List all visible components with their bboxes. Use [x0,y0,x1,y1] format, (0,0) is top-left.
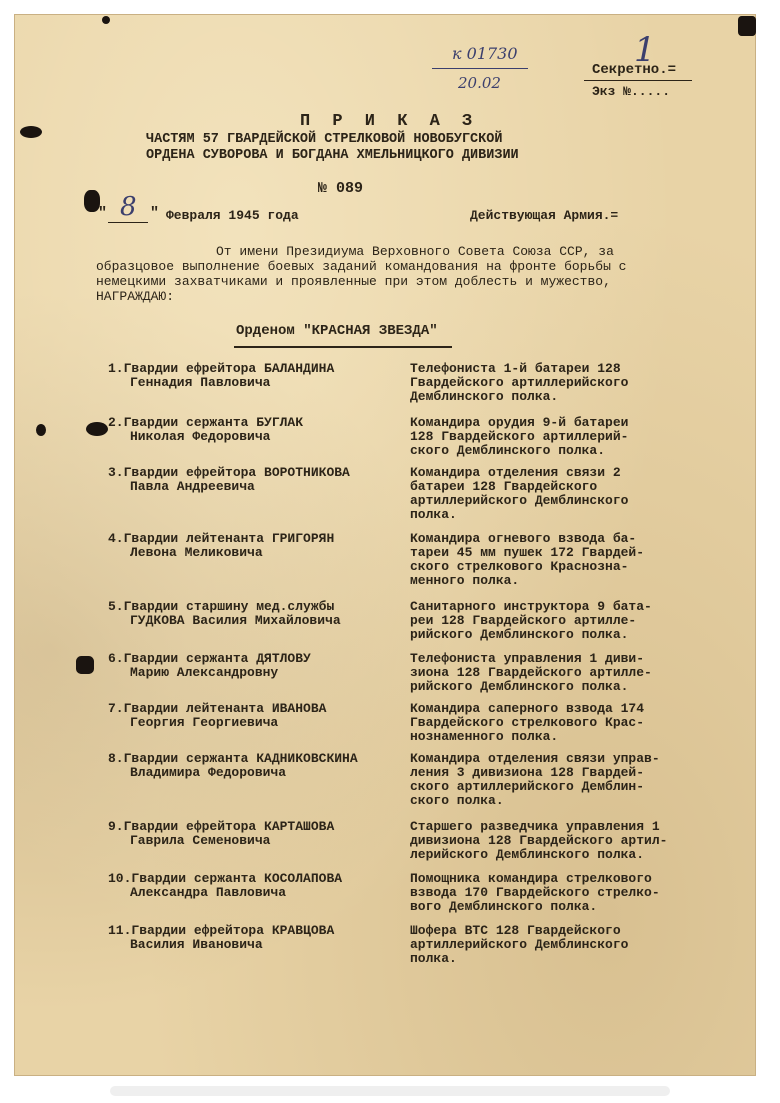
entry-number: 2. [108,415,124,430]
entry-number: 5. [108,599,124,614]
award-order-underline [234,346,452,348]
entry-rank-name: Гвардии сержанта КАДНИКОВСКИНА [123,751,358,766]
entry-position: Командира огневого взвода ба- тареи 45 мм пушек 172 Гвардей- ского стрелкового Краснозна- менного полка. [410,531,645,588]
entry-number: 10. [108,871,132,886]
entry-given-name: Геннадия Павловича [130,375,271,390]
handwritten-reference: к 01730 [452,44,518,63]
document-title: П Р И К А З [300,112,479,131]
entry-position: Санитарного инструктора 9 бата- реи 128 Гвардейского артилле- рийского Демблинского полка. [410,599,652,642]
ink-blot [20,126,42,138]
entry-number: 8. [108,751,124,766]
document-subtitle-line2: ОРДЕНА СУВОРОВА И БОГДАНА ХМЕЛЬНИЦКОГО ДИВИЗИИ [146,148,519,163]
secrecy-stamp: Секретно.= [592,62,677,78]
entry-number: 9. [108,819,124,834]
entry-rank-name: Гвардии ефрейтора КАРТАШОВА [123,819,335,834]
entry-number: 7. [108,701,124,716]
entry-rank-name: Гвардии старшину мед.службы [123,599,335,614]
entry-given-name: Василия Ивановича [130,937,263,952]
preamble [96,244,686,304]
location: Действующая Армия.= [470,208,619,223]
entry-number: 4. [108,531,124,546]
entry-rank-name: Гвардии лейтенанта ИВАНОВА [123,701,327,716]
entry-position: Командира орудия 9-й батареи 128 Гвардейского артиллерий- ского Демблинского полка. [410,415,629,458]
bottom-scroll-bar[interactable] [110,1086,670,1096]
entry-rank-name: Гвардии сержанта ДЯТЛОВУ [123,651,311,666]
ink-blot [738,16,756,36]
entry-position: Командира отделения связи 2 батареи 128 Гвардейского артиллерийского Демблинского полка. [410,465,629,522]
entry-position: Телефониста управления 1 диви- зиона 128 Гвардейского артилле- рийского Демблинского полка. [410,651,652,694]
preamble-text: От имени Президиума Верховного Совета Союза ССР, за образцовое выполнение боевых заданий командования на фронте борьбы с немецкими захватчиками и проявленные при этом доблесть и мужество, НАГРАЖДАЮ: [96,244,627,304]
document-subtitle-line1: ЧАСТЯМ 57 ГВАРДЕЙСКОЙ СТРЕЛКОВОЙ НОВОБУГСКОЙ [146,132,503,147]
entry-given-name: Георгия Георгиевича [130,715,279,730]
entry-position: Старшего разведчика управления 1 дивизиона 128 Гвардейского артил- лерийского Демблинского полка. [410,819,668,862]
entry-given-name: Левона Меликовича [130,545,263,560]
entry-position: Телефониста 1-й батареи 128 Гвардейского артиллерийского Демблинского полка. [410,361,629,404]
entry-number: 11. [108,923,132,938]
entry-rank-name: Гвардии сержанта КОСОЛАПОВА [131,871,343,886]
date-quote-open: " [98,205,108,222]
entry-rank-name: Гвардии ефрейтора ВОРОТНИКОВА [123,465,350,480]
entry-given-name: Николая Федоровича [130,429,271,444]
entry-position: Командира отделения связи управ- ления 3 дивизиона 128 Гвардей- ского артиллерийского Демблин- ского полка. [410,751,660,808]
entry-number: 1. [108,361,124,376]
entry-position: Командира саперного взвода 174 Гвардейского стрелкового Крас- нознаменного полка. [410,701,645,744]
entry-rank-name: Гвардии лейтенанта ГРИГОРЯН [123,531,335,546]
entry-rank-name: Гвардии сержанта БУГЛАК [123,415,304,430]
ink-blot [76,656,94,674]
reference-underline [432,68,528,69]
entry-given-name: Александра Павловича [130,885,287,900]
page-number: 1 [634,30,656,70]
copy-number: Экз №..... [592,84,671,99]
date-text: Февраля 1945 года [166,208,299,223]
entry-rank-name: Гвардии ефрейтора БАЛАНДИНА [123,361,335,376]
entry-number: 3. [108,465,124,480]
ink-blot [86,422,108,436]
date-day-underline [108,222,148,223]
ink-blot [102,16,110,24]
entry-position: Шофера ВТС 128 Гвардейского артиллерийского Демблинского полка. [410,923,629,966]
award-order-label: Орденом "КРАСНАЯ ЗВЕЗДА" [236,323,438,339]
entry-given-name: Павла Андреевича [130,479,255,494]
date-day: 8 [120,192,137,222]
entry-given-name: ГУДКОВА Василия Михайловича [130,613,341,628]
secrecy-underline [584,80,692,81]
entry-given-name: Гаврила Семеновича [130,833,271,848]
entry-rank-name: Гвардии ефрейтора КРАВЦОВА [131,923,335,938]
entry-number: 6. [108,651,124,666]
entry-given-name: Марию Александровну [130,665,279,680]
date-quote-close: " [150,205,160,222]
entry-given-name: Владимира Федоровича [130,765,287,780]
entry-position: Помощника командира стрелкового взвода 170 Гвардейского стрелко- вого Демблинского полка. [410,871,660,914]
handwritten-date: 20.02 [458,74,501,92]
order-number: № 089 [318,180,364,197]
ink-blot [36,424,46,436]
